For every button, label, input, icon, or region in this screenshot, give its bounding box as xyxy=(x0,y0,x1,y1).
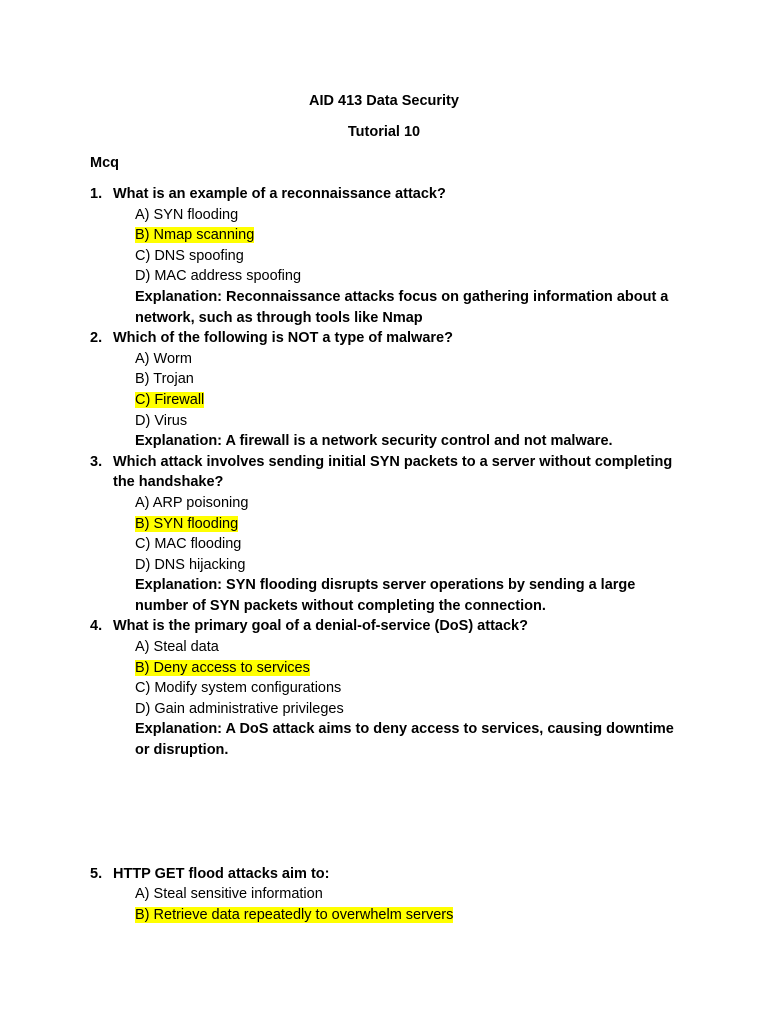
question-5 xyxy=(90,864,690,926)
question-number: 5. xyxy=(90,865,103,882)
option-b-answer: B) Retrieve data repeatedly to overwhelm servers xyxy=(135,906,454,923)
question-text: Which attack involves sending initial SYN packets to a server without completing the handshake? xyxy=(113,453,673,491)
option-c: C) MAC flooding xyxy=(135,536,242,553)
document-subtitle: Tutorial 10 xyxy=(347,124,421,140)
option-c: C) DNS spoofing xyxy=(135,247,244,264)
option-b-answer: B) Nmap scanning xyxy=(135,227,255,244)
question-text: Which of the following is NOT a type of malware? xyxy=(113,330,453,347)
question-text: What is the primary goal of a denial-of-service (DoS) attack? xyxy=(113,618,528,635)
option-a: A) ARP poisoning xyxy=(135,494,249,511)
question-list xyxy=(90,184,690,925)
option-a: A) Steal sensitive information xyxy=(135,886,323,903)
question-3 xyxy=(90,452,690,617)
option-a: A) Worm xyxy=(135,350,192,367)
option-a: A) Steal data xyxy=(135,639,219,656)
option-c-answer: C) Firewall xyxy=(135,391,205,408)
option-a: A) SYN flooding xyxy=(135,206,239,223)
question-number: 4. xyxy=(90,618,103,635)
question-number: 2. xyxy=(90,330,103,347)
option-b-answer: B) Deny access to services xyxy=(135,659,310,676)
option-d: D) MAC address spoofing xyxy=(135,268,302,285)
explanation: Explanation: A DoS attack aims to deny access to services, causing downtime or disruption. xyxy=(135,721,674,759)
option-d: D) Gain administrative privileges xyxy=(135,700,344,717)
document-title: AID 413 Data Security xyxy=(309,93,459,109)
option-d: D) DNS hijacking xyxy=(135,556,246,573)
question-4 xyxy=(90,616,690,760)
option-c: C) Modify system configurations xyxy=(135,680,342,697)
question-1 xyxy=(90,184,690,328)
question-text: What is an example of a reconnaissance attack? xyxy=(113,186,446,202)
option-b: B) Trojan xyxy=(135,371,194,388)
option-d: D) Virus xyxy=(135,412,188,429)
question-2 xyxy=(90,328,690,452)
section-heading: Mcq xyxy=(90,155,119,171)
explanation: Explanation: SYN flooding disrupts server operations by sending a large number of SYN packets without completing the connection. xyxy=(135,577,636,614)
option-b-answer: B) SYN flooding xyxy=(135,515,239,532)
question-text: HTTP GET flood attacks aim to: xyxy=(113,865,330,882)
question-number: 3. xyxy=(90,453,103,470)
explanation: Explanation: A firewall is a network security control and not malware. xyxy=(135,433,613,450)
explanation: Explanation: Reconnaissance attacks focus on gathering information about a network, such as through tools like Nmap xyxy=(135,288,669,326)
question-number: 1. xyxy=(90,186,103,202)
